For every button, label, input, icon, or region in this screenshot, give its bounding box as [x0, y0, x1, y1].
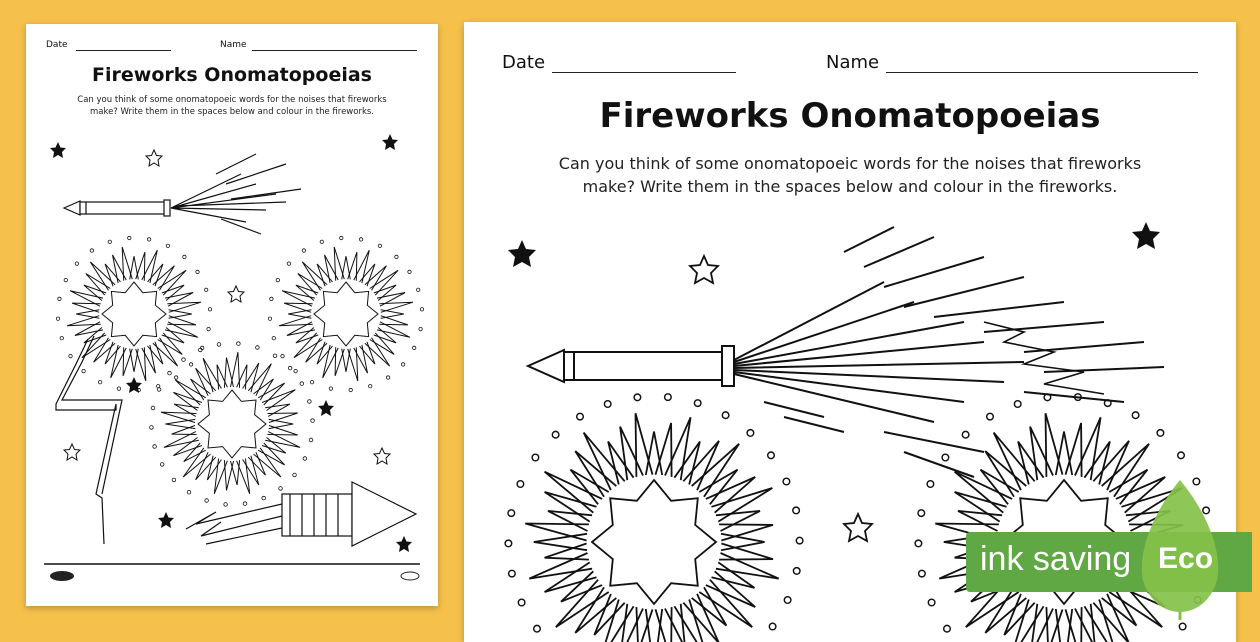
firework-burst-1	[56, 236, 211, 391]
rocket-icon-main	[528, 227, 1164, 477]
date-label: Date	[46, 40, 68, 50]
page-title-main: Fireworks Onomatopoeias	[599, 96, 1101, 136]
sparkler-zigzag-icon	[56, 339, 116, 544]
instructions-line-1-main: Can you think of some onomatopoeic words for the noises that fireworks	[558, 154, 1142, 173]
ink-saving-label: ink saving	[980, 540, 1132, 578]
page-title: Fireworks Onomatopoeias	[92, 64, 372, 86]
name-label-main: Name	[826, 52, 880, 73]
instructions-line-2: make? Write them in the spaces below and colour in the fireworks.	[89, 107, 375, 118]
firework-burst-3	[150, 342, 315, 506]
rocket-icon	[64, 154, 301, 234]
bottom-rocket-icon	[186, 482, 416, 546]
main-filled-stars	[508, 222, 1160, 267]
worksheet-thumbnail[interactable]	[26, 24, 438, 606]
eco-label: Eco	[1158, 542, 1214, 575]
name-label: Name	[220, 40, 247, 50]
thumbnail-illustrations	[26, 24, 438, 606]
main-outline-stars	[690, 256, 872, 541]
firework-burst-main-1	[505, 394, 803, 642]
instructions-line-1: Can you think of some onomatopoeic words for the noises that fireworks	[77, 95, 387, 105]
logo-icon	[50, 571, 419, 581]
instructions-line-2-main: make? Write them in the spaces below and colour in the fireworks.	[582, 177, 1118, 197]
date-label-main: Date	[502, 52, 546, 73]
